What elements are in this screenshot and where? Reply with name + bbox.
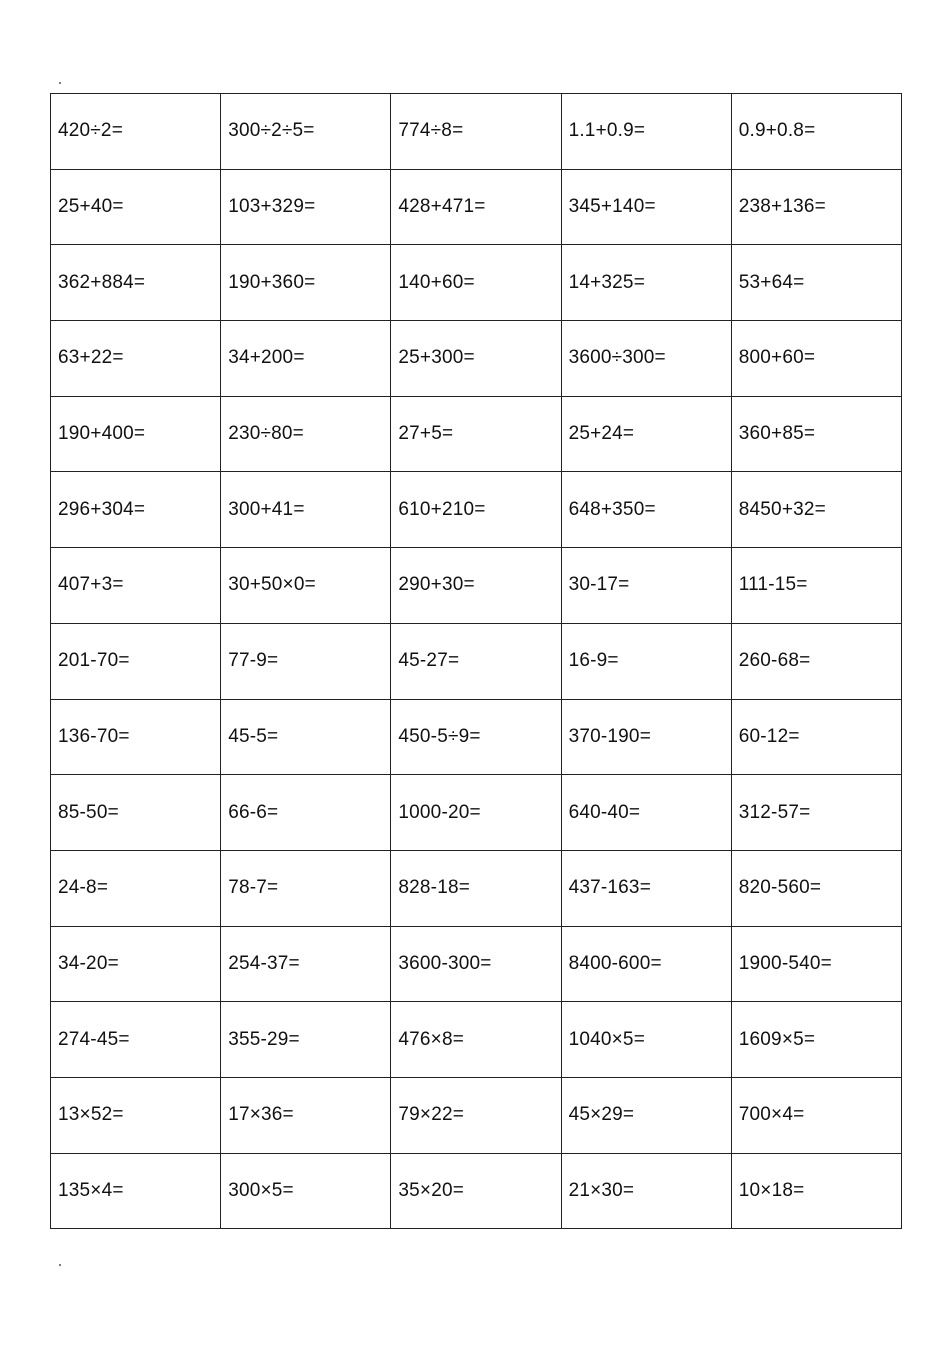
arithmetic-worksheet-table [50,93,902,1229]
problem-cell: 10×18= [731,1153,901,1229]
problem-cell: 190+400= [51,396,221,472]
problem-cell: 78-7= [221,850,391,926]
table-row [51,1002,902,1078]
table-row [51,169,902,245]
problem-cell: 300+41= [221,472,391,548]
problem-cell: 360+85= [731,396,901,472]
problem-cell: 1040×5= [561,1002,731,1078]
problem-cell: 201-70= [51,623,221,699]
table-row [51,926,902,1002]
problem-cell: 0.9+0.8= [731,94,901,170]
problem-cell: 30-17= [561,548,731,624]
problem-cell: 111-15= [731,548,901,624]
problem-cell: 8450+32= [731,472,901,548]
problem-cell: 450-5÷9= [391,699,561,775]
table-row [51,245,902,321]
table-row [51,396,902,472]
problem-cell: 312-57= [731,775,901,851]
problem-cell: 300÷2÷5= [221,94,391,170]
table-row [51,699,902,775]
problem-cell: 476×8= [391,1002,561,1078]
problem-cell: 296+304= [51,472,221,548]
problem-cell: 648+350= [561,472,731,548]
problem-cell: 238+136= [731,169,901,245]
problem-cell: 820-560= [731,850,901,926]
table-row [51,1077,902,1153]
problem-cell: 24-8= [51,850,221,926]
problem-cell: 85-50= [51,775,221,851]
problem-cell: 190+360= [221,245,391,321]
problem-cell: 136-70= [51,699,221,775]
problem-cell: 1.1+0.9= [561,94,731,170]
problem-cell: 25+300= [391,321,561,397]
problem-cell: 27+5= [391,396,561,472]
problem-cell: 45-5= [221,699,391,775]
problem-cell: 3600÷300= [561,321,731,397]
problem-cell: 140+60= [391,245,561,321]
problem-cell: 34-20= [51,926,221,1002]
problem-cell: 260-68= [731,623,901,699]
problem-cell: 1609×5= [731,1002,901,1078]
problem-cell: 79×22= [391,1077,561,1153]
problem-cell: 25+24= [561,396,731,472]
problem-cell: 77-9= [221,623,391,699]
problem-cell: 428+471= [391,169,561,245]
problem-cell: 300×5= [221,1153,391,1229]
problem-cell: 437-163= [561,850,731,926]
problem-cell: 774÷8= [391,94,561,170]
problem-cell: 14+325= [561,245,731,321]
table-row [51,623,902,699]
problem-cell: 610+210= [391,472,561,548]
table-row [51,850,902,926]
problem-cell: 274-45= [51,1002,221,1078]
problem-cell: 407+3= [51,548,221,624]
problem-cell: 35×20= [391,1153,561,1229]
problem-cell: 254-37= [221,926,391,1002]
problem-cell: 362+884= [51,245,221,321]
problem-cell: 30+50×0= [221,548,391,624]
problem-cell: 16-9= [561,623,731,699]
problem-cell: 800+60= [731,321,901,397]
problem-cell: 640-40= [561,775,731,851]
table-row [51,94,902,170]
problem-cell: 290+30= [391,548,561,624]
page-dot-bottom [59,1264,61,1266]
problem-cell: 17×36= [221,1077,391,1153]
problem-cell: 60-12= [731,699,901,775]
problem-cell: 25+40= [51,169,221,245]
problem-cell: 420÷2= [51,94,221,170]
table-row [51,472,902,548]
problem-cell: 345+140= [561,169,731,245]
problem-cell: 34+200= [221,321,391,397]
table-row [51,548,902,624]
problem-cell: 828-18= [391,850,561,926]
problem-cell: 53+64= [731,245,901,321]
problem-cell: 8400-600= [561,926,731,1002]
problem-cell: 66-6= [221,775,391,851]
problem-cell: 700×4= [731,1077,901,1153]
problem-cell: 13×52= [51,1077,221,1153]
table-row [51,775,902,851]
problem-cell: 63+22= [51,321,221,397]
problem-cell: 370-190= [561,699,731,775]
problem-cell: 355-29= [221,1002,391,1078]
problem-cell: 230÷80= [221,396,391,472]
problem-cell: 1000-20= [391,775,561,851]
problem-cell: 103+329= [221,169,391,245]
problem-cell: 1900-540= [731,926,901,1002]
problem-cell: 3600-300= [391,926,561,1002]
page-dot-top [59,82,61,84]
problem-cell: 21×30= [561,1153,731,1229]
table-row [51,1153,902,1229]
problem-cell: 45-27= [391,623,561,699]
problem-cell: 135×4= [51,1153,221,1229]
worksheet-body [51,94,902,1229]
table-row [51,321,902,397]
problem-cell: 45×29= [561,1077,731,1153]
